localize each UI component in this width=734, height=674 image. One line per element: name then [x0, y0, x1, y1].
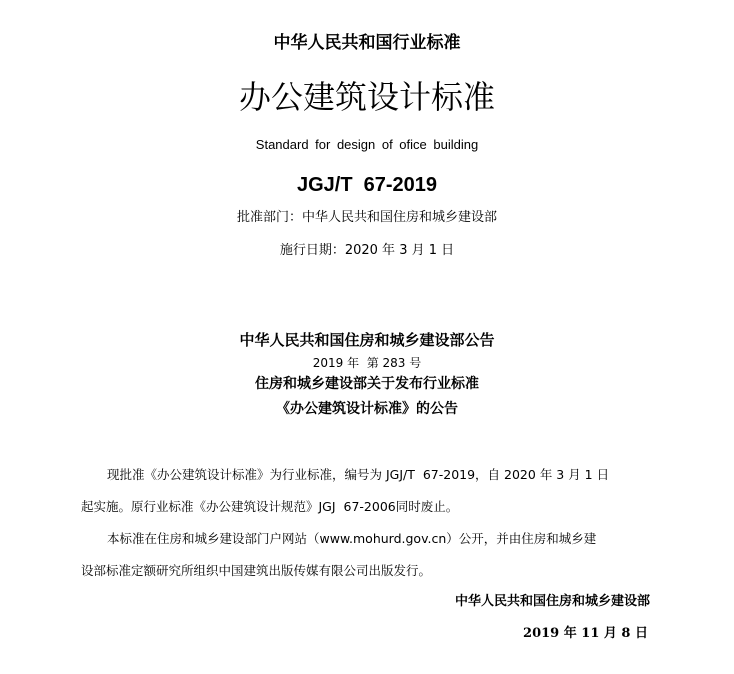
paragraph-1-line-1: 现批准《办公建筑设计标准》为行业标准，编号为 JGJ/T 67-2019，自 2020 年 3 月 1 日: [107, 467, 610, 482]
announcement-title-line2: 《办公建筑设计标准》的公告: [276, 401, 458, 417]
paragraph-1-line-2: 起实施。原行业标准《办公建筑设计规范》JGJ 67-2006同时废止。: [81, 499, 459, 514]
signature-department: 中华人民共和国住房和城乡建设部: [454, 594, 650, 609]
standard-code: JGJ/T 67-2019: [296, 174, 438, 196]
standard-title: 办公建筑设计标准: [238, 78, 495, 116]
announcement-title-line1: 住房和城乡建设部关于发布行业标准: [255, 376, 479, 392]
approval-department: 批准部门：中华人民共和国住房和城乡建设部: [236, 210, 497, 225]
effective-date: 施行日期：2020 年 3 月 1 日: [279, 243, 455, 258]
paragraph-2-line-1: 本标准在住房和城乡建设部门户网站（www.mohurd.gov.cn）公开，并由住房和城乡建: [107, 531, 597, 546]
paragraph-2-line-2: 设部标准定额研究所组织中国建筑出版传媒有限公司出版发行。: [81, 563, 432, 578]
announcement-issuer: 中华人民共和国住房和城乡建设部公告: [239, 331, 495, 349]
signature-date: 2019 年 11 月 8 日: [523, 626, 648, 641]
announcement-number: 2019 年 第 283 号: [312, 356, 422, 370]
english-title: Standard for design of ofice building: [255, 137, 479, 152]
standard-issuer: 中华人民共和国行业标准: [273, 33, 461, 53]
